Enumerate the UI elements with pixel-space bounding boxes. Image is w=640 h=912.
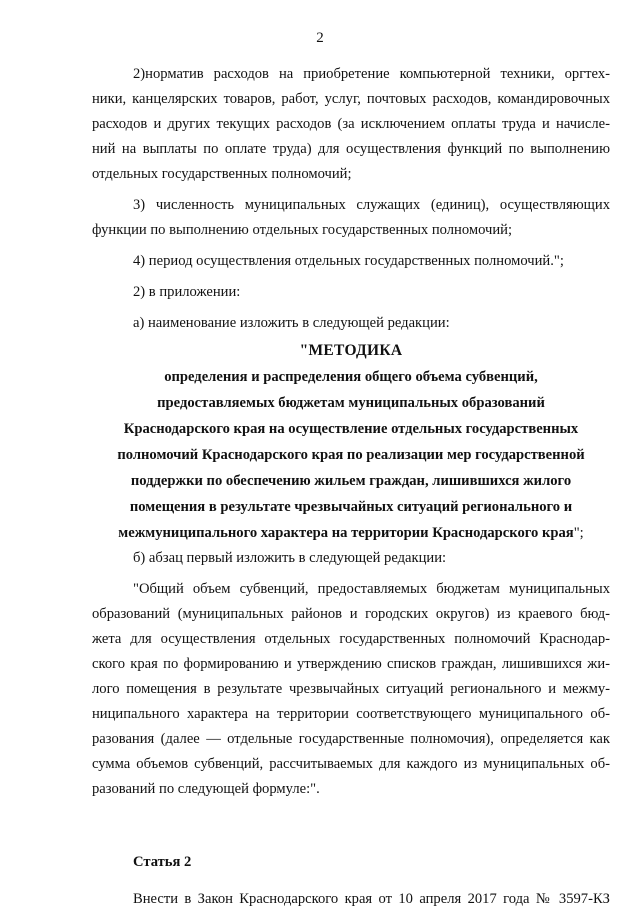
text-line: сумма объемов субвенций, рассчитываемых для каждого из муниципальных об- <box>92 756 610 772</box>
paragraph-item-a <box>92 311 610 336</box>
text-line: жета для осуществления отдельных государственных полномочий Краснодар- <box>92 631 610 647</box>
text-line: а) наименование изложить в следующей редакции: <box>133 315 450 331</box>
text-line: ниципального характера на территории соответствующего муниципального об- <box>92 706 610 722</box>
method-title-line: поддержки по обеспечению жильем граждан, лишившихся жилого <box>130 473 572 489</box>
text-line: 4) период осуществления отдельных государственных полномочий."; <box>133 253 564 269</box>
text-line: отдельных государственных полномочий; <box>92 166 352 182</box>
method-title-line <box>92 520 610 546</box>
paragraph-item-4 <box>92 249 610 274</box>
text-line: функции по выполнению отдельных государственных полномочий; <box>92 222 513 238</box>
text-line: образований (муниципальных районов и городских округов) из краевого бюд- <box>92 606 610 622</box>
text-line: лого помещения в результате чрезвычайных ситуаций регионального и межму- <box>92 681 610 697</box>
text-line: ского края по формированию и утверждению списков граждан, лишившихся жи- <box>92 656 610 672</box>
text-line: б) абзац первый изложить в следующей редакции: <box>133 550 447 566</box>
text-line: 2) в приложении: <box>133 284 241 300</box>
text-line: расходов и других текущих расходов (за исключением оплаты труда и начисле- <box>92 116 610 132</box>
text-line: Внести в Закон Краснодарского края от 10 апреля 2017 года № 3597-КЗ <box>133 891 610 907</box>
method-title-line: помещения в результате чрезвычайных ситуаций регионального и <box>129 499 573 515</box>
paragraph-article-2 <box>92 887 610 912</box>
method-title-main: "МЕТОДИКА <box>299 342 403 359</box>
method-title-tail: "; <box>573 525 584 541</box>
text-line: 3) численность муниципальных служащих (единиц), осуществляющих <box>133 197 610 213</box>
text-line: ники, канцелярских товаров, работ, услуг, почтовых расходов, командировочных <box>92 91 610 107</box>
method-title-line: предоставляемых бюджетам муниципальных образований <box>157 395 545 411</box>
paragraph-item-2 <box>92 62 610 87</box>
text-line: ний на выплаты по оплате труда) для осуществления функций по выполнению <box>92 141 610 157</box>
method-title <box>92 338 610 546</box>
method-title-line: полномочий Краснодарского края по реализации мер государственной <box>117 447 585 463</box>
text-line: "Общий объем субвенций, предоставляемых бюджетам муниципальных <box>133 581 610 597</box>
document-body <box>92 62 610 912</box>
page-number: 2 <box>316 30 324 46</box>
paragraph-appendix <box>92 280 610 305</box>
article-heading: Статья 2 <box>133 854 192 870</box>
paragraph-item-b <box>92 546 610 571</box>
paragraph-item-3 <box>92 193 610 243</box>
paragraph-quote <box>92 577 610 802</box>
text-line: 2)норматив расходов на приобретение компьютерной техники, оргтех- <box>133 66 610 82</box>
method-title-line: определения и распределения общего объема субвенций, <box>164 369 538 385</box>
text-line: разований по следующей формуле:". <box>92 781 320 797</box>
method-title-line: Краснодарского края на осуществление отдельных государственных <box>123 421 579 437</box>
paragraph-item-2-cont <box>92 87 610 187</box>
method-title-last-line: межмуниципального характера на территории Краснодарского края <box>118 525 574 541</box>
text-line: разования (далее — отдельные государственные полномочия), определяется как <box>92 731 610 747</box>
